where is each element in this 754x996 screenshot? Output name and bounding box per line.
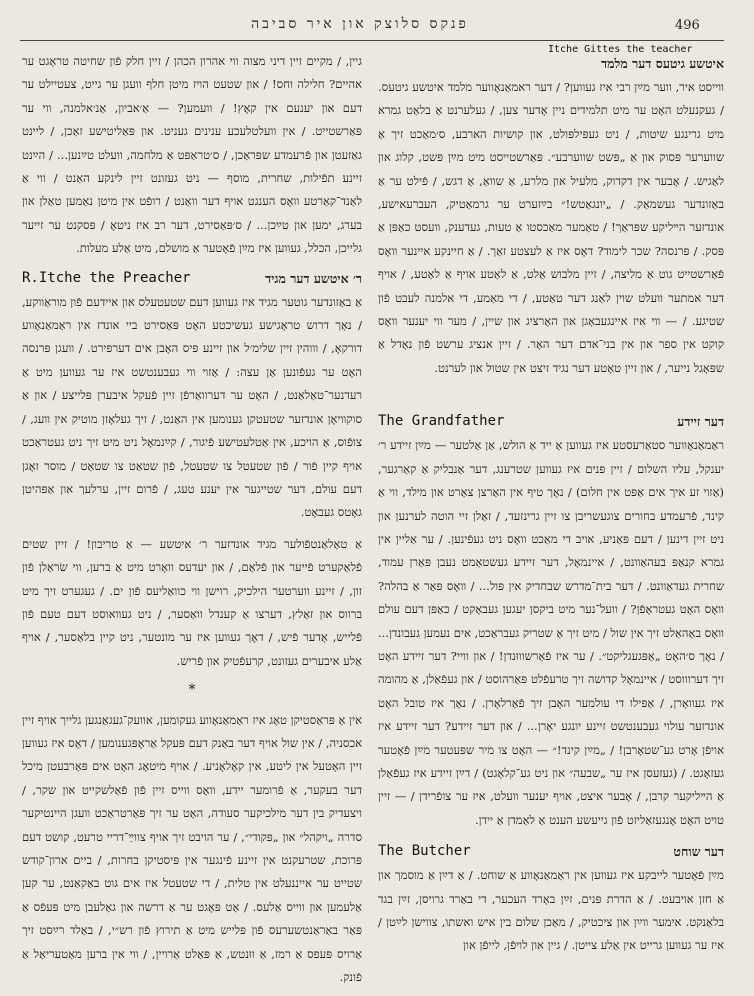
left-column bbox=[22, 50, 362, 985]
teacher-paragraph: ווייסט איר, ווער מײַן רבי איז געווען? / דער ראמאַנאָווער מלמד איטשע גיטעס. / געקנעלט האָט ער מיט תלמידים ניין אָדער צען, / געלערנט אַ בלאַט גמרא מיט גרינגע שיטות, / ניט געפּילפּולט, און קושיות הארבע, ס׳מאַכט זיך אַ שווערער פּסוק און אַ „פּשט שווערבע״. פּאַרשטייסט מיט מײַן פּשט, קלוג און לאַגיש. / אָבער אין דקדוק, מלעיל און מלרע, אַ שוואַ, אַ דגש, / פֿילט ער אַ באַזונדער געשמאַק. / „יונגאַטש!״ בײַזערט ער גרמאַטיק, העברעאישע, אונדזער הײליקע שפּראַך! / טאַמער מאַכסטו אַ טעות, געדענק, וועסט כאַפּן אַ פּסק. / פּרנסה? שכר לימוד? דאָס איז אַ לעצטע זאַך. / אַ חיינקע איינער וואָס פֿאַרשטייט גוט אַ מליצה, / זיין מלבוש אַלט, אַ לאַטע אויף אַ לאַטע, / אויף דער אמתער וועלט שוין לאַנג דער טאַטע, / די מאַמע, די אלמנה לעבט פֿון שטיגע. / — ווי איז איינגעבאָגן און האָרציג און שיין, / מער ווי יענער וואָס קוקט אין ספר און אין בני־אדם דער האָר. / זיין אנציג ערשט פֿון נאָדל אַ שפּאָגל נייער, / און זיין טאָטע דער נגיד זיצט אין שטול און לערנט. bbox=[378, 80, 724, 375]
section-heading-teacher: איטשע גיטעס דער מלמד bbox=[601, 56, 724, 71]
preacher-paragraph: אַ באַזונדער גוטער מגיד איז געווען דעם שטעטעלס און איידעם פֿון מוראַווקע, / נאָך דרוש טראָגישע געשיכטע האָט פּאַסירט ביי אונדז אין ראַמאַנאָווע דורקאָ, / וווהין זיין שלימ׳ל און זיינע פּיס האָבן אים דערפּירט. / וועגן פּרנסה האָט ער געפֿונען אַן עצה: / אַזוי ווי געבענטשט איז ער געווען מיט אַ רעדנער־טאַלאַנט, / האָט ער דערוואַרפֿן זיין פֿעקל איבערן פּלייצע / און אַ סוקוויאָן אונדזער שטעטקן גענומען אין האַנט, / זיך געלאָזן מוטיק אין וועג, / צופֿוס, אַ הויכע, אין אַטלעטישע פֿיגור, / קײַנמאָל ניט מיט זיך ניט געטראַכט אויף קיין פֿור / פֿון שטעטל צו שטעטל, פֿון שטאַט צו שטאַט / מוסר זאָגן דעם עולם, דער שטייגער אין יענע טעג, / פֿרום זיין, ערלעך און אַפּהיטן גאָטס געבאָט. bbox=[22, 294, 362, 520]
header-rule bbox=[20, 40, 724, 41]
running-header: פנקס סלוצק און איר סביבה bbox=[251, 16, 469, 32]
annotation-grandfather: The Grandfather bbox=[378, 413, 505, 430]
page-number: 496 bbox=[675, 18, 700, 33]
butcher-heading-row bbox=[378, 842, 724, 864]
annotation-butcher: The Butcher bbox=[378, 843, 471, 860]
butcher-paragraph: מײַן פֿאָטער לייבקע איז געווען אין ראַמאַנאָווע אַ שוחט. / אַ דײַן אַ מוסמך און אַ חזן אויבעט. / אַ הדרת פּנים, זײַן באָרד העכער, די באַרד גרויסן, זײַן בגד בלאַנקט. אימער ווײַן און ציכטיק, / מאַכן שלום בין איש ואשתו, צווישן לײַטן / איז ער געווען גרייט אין אַלע צייטן. / גיין און לויפֿן, לייפֿן און bbox=[378, 868, 724, 953]
preacher-paragraph-2: אַ טאַלאַנטפֿולער מגיד אונדזער ר׳ איטשע — אַ טריבון! / זיין שטים פֿלאַקערט פֿייער און פֿלאַם, / און יעדעס וואָרט מיט אַ ברען, ווי שׂראַלן פֿון זון, / זיינע ווערטער הילכיק, רוישן ווי כוואַליעס פֿון ים. / געגערט זיך מיט ברווס און זאַלץ, דערצו אַ קענדל וואַסער, / ניט געוואוסט דעם טעם פֿון פֿלייש, אָדער פֿיש, / דאָך געווען איז ער מונטער, ניט קיין בלאַסער, / אויף אַלע איבערים געזונט, קרעפֿטיק און פֿריש. bbox=[22, 536, 362, 668]
grandfather-heading-row bbox=[378, 412, 724, 434]
section-separator: * bbox=[188, 682, 196, 699]
section-heading-butcher: דער שוחט bbox=[673, 844, 724, 860]
preacher-heading-row bbox=[22, 269, 362, 291]
annotation-teacher: Itche Gittes the teacher bbox=[548, 44, 693, 55]
grandfather-paragraph: ראַמאַנאָווער סטאַרעסטע איז געווען אַ ייד אַ הולש, אַן אַלטער — מײַן זיידע ר׳ יענקל, עליו השלום / זיין פּנים איז געווען שטרענג, דער אַנבליק אַ קאַרגער, (אַזוי זע איך אים אַפּט אין חלום) / נאָך טיף אין האַרצן צאַרט און מילד, ווי אַ קינד, פֿרעמדע בחורים צוגעשריבן צו זיין גרינזעד, / זאַלן זיי הוטה לערנען און ניט זיין דינען / דעם פּאַניע, אויב די מאַכט וואָס ניט געפֿינען. / ער אַליין אין גמרא קנאַפּ בעהאַוונט, / איינמאָל, דער זיידע געשטאַמט נעבן פּאַרן עמוד, שחרית געדאַוונט. / דער בית־מדרש שבחדיק אין פּול... / וואָס פּאַר אַ בהלה? וואָס האָט געטראָפֿן? / וועל־נער מיט ביקסן יעגען געבאָקט / כאַפּן דעם עולם וואָס באַהאַלט זיך אין שול / מיט זיך אַ שטריק געבראַכט, אים נעמען געבונדן... / נאָך ס׳האָט „אַפּגעגליקט״. / ער איז פֿאַרשוווּנדן! / און וויי? דער זיידע האָט זיך דערוווסט / איינמאָל קדושה זיך טרעפֿלט פּאַרהוסט / און געפֿאַלן, אַ מהומה איז געוואָרן, / אַפּילו די עולמער האָבן זיך פֿאַרלאָרן. / נאָך איז טובל האָט אונדזער עולוי געבענטשט זיינע יונגע יאָרן... / און דער זיידע? דער זיידע איז אויפֿן אָרט גע־שטאָרבן! / „מײַן קינד!״ — האָט צו מיר שפּעטער מײַן פֿאָטער געזאָגט. / (געזעסן איז ער „שבעה״ און ניט גע־קלאָגט) / דײַן זיידע איז געפֿאַלן אַ הײליקער קרבן, / אָבער איצט, אויף יענער וועלט, איז ער צופֿרידן / — זיין טויט האָט אָנגעזאַליזט פֿון גייעשע הענט אַ לאַמדן אַ יידן. bbox=[378, 438, 724, 827]
prayer-paragraph: אין אַ פּראַסטיקן טאָג איז ראַמאַנאָווע געקומען, אוועק־געגאַנגען גלייך אויף זיין אכסניה, / אין שול אויף דער באַנק דעם פּעקל אַראָפּגענומען / דאָס איז געווען זיין האָטעל אין ליטע, אין קאָלאָניע. / אויף מיטאָג האָט אים פּאַרבעטן מיכל דער בעקער, אַ פֿרומער יידע, וואָס ווייס זיין פֿון פֿאַלשקייט און שקר, / ויצעדיק בין דער מילכיקער סעודה, האָט ער זיך פּאַרטראַכט וועגן היינטיקער סדרה „ויקהל״ און „פּקודי״, / ער הויבט זיך אויף צווײַ־דריי טרעט, קושט דעם פּרוכת, שטרעקנט אין זיינע פֿינגער אין פּיסטיקן בחרות, / ביים ארון־קודש שטייט ער אייננעלט אין טלית, / די שטעטל איז אים גוט באַקאַנט, ער קען אַלעמען און ווייס אַלעס. / אַט פּאָגט ער אַ דרשה און גאַלעבן מיט פּעפֿס אַ פּאַר באַראַנטשערעס פֿון פּלייש מיט אַ תירוץ פֿון רש״י, / באַלד רײַסט זיך אַרויס פּעפס אַ רמז, אַ ווּנטש, אַ פּאַלט אַרויין, / ווי אין ברען מאַטעריאַל אַ פֿונק. bbox=[22, 712, 362, 985]
annotation-preacher: R.Itche the Preacher bbox=[22, 269, 191, 286]
section-heading-preacher: ר׳ איטשע דער מגיד bbox=[265, 270, 362, 286]
right-column bbox=[378, 50, 724, 985]
section-heading-grandfather: דער זיידע bbox=[677, 414, 724, 430]
continuation-paragraph: גיין, / מקיים זיין דיני מצוה ווי אהרון הכהן / זיין חלק פֿון שחיטה טראָגט ער אהיים? חלילה וחס! / און שטעט הויז מיטן חלף וועגן ער גייט, צעטיילט ער דעם און יענעם אין קאָץ! / וועמען? — אַ׳אביון, אַנ׳אלמנה, ווי ער פּאַרשטייט. / אין וועלטלעכע ענינים געניט. און פּאַליטישע זאַכן, / ליינט גאַזעטן און פֿרעמדע שפּראַכן, / ס׳טראַפּט אַ מלחמה, וועלט טײַנען... / הײַנט זיינע תפֿילות, שחרית, מוסף — ניט געזונט זיין לינקע האַנט / ווי אַ לאַנד־קאַרטע וואָס הענגט אויף דער וואַנט / רופֿט אין מיטן נאַמען טאַלן און בערג, ימען און טײַכן... / ס׳פּאַסירט, דער רב איז ניטאָ / פּסקנט ער זייער גלייכן, הכלל, געווען איז מײַן פֿאָטער אַ מושלם, מיט אַלע מעלות. bbox=[22, 54, 362, 256]
